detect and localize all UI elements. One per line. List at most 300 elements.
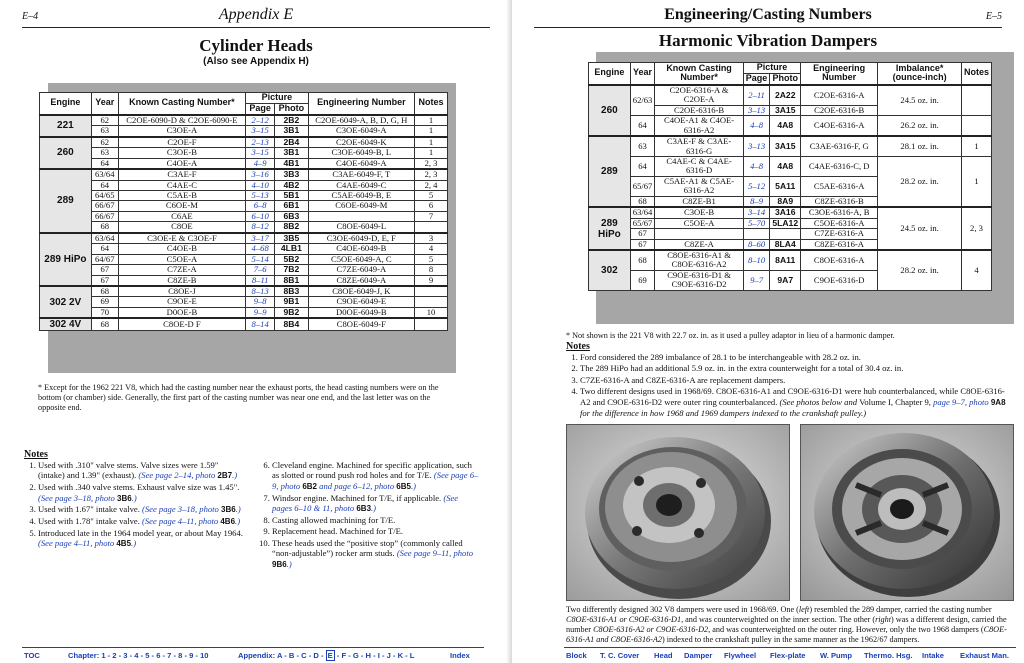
notes-cell	[415, 297, 448, 307]
engineering-cell: C3OE-6049-A	[308, 126, 414, 137]
right-page-number: E–5	[985, 11, 1002, 22]
engineering-cell: C5OE-6316-A	[801, 218, 878, 228]
table-row	[40, 275, 448, 286]
footer-link-tc-cover[interactable]: T. C. Cover	[600, 651, 640, 660]
caption-num2: C8OE-6316-A2 or C9OE-6316-D2	[593, 625, 709, 634]
year-cell: 68	[91, 318, 118, 331]
engineering-cell: C2OE-6049-A, B, D, G, H	[308, 115, 414, 126]
engineering-cell: C2OE-6316-B	[801, 105, 878, 115]
note-item	[272, 538, 480, 570]
casting-cell: C2OE-6090-D & C2OE-6090-E	[118, 115, 245, 126]
casting-cell: C5AE-A1 & C5AE-6316-A2	[655, 176, 743, 196]
notes-cell: 1	[961, 156, 991, 207]
engine-cell: 260	[40, 137, 92, 169]
note-page-link[interactable]: (See page 2–14, photo	[138, 470, 218, 481]
engineering-cell: C2OE-6049-K	[308, 137, 414, 148]
page-link[interactable]: 8–12	[246, 222, 275, 233]
notes-cell: 1	[415, 126, 448, 137]
notes-cell: 10	[415, 307, 448, 318]
year-cell: 68	[630, 196, 655, 207]
right-footnote: * Not shown is the 221 V8 with 22.7 oz. in. as it used a pulley adaptor in lieu of a harmonic damper.	[566, 331, 895, 340]
note4-vol: Volume I, Chapter 9,	[859, 396, 934, 407]
page-link[interactable]: 5–12	[743, 176, 770, 196]
photo-cell: 8B2	[275, 222, 308, 233]
engineering-cell: C8ZE-6316-A	[801, 239, 878, 250]
dcol-notes: Notes	[961, 63, 991, 85]
note-item	[272, 526, 480, 536]
photo-cell: 9B2	[275, 307, 308, 318]
footer-link-block[interactable]: Block	[566, 651, 587, 660]
footer-link-flexplate[interactable]: Flex-plate	[770, 651, 806, 660]
caption-p2: ) resembled the 289 damper, carried the casting number	[809, 605, 992, 614]
notes-cell: 9	[415, 275, 448, 286]
photo-cell: 8LA4	[770, 239, 801, 250]
page-link[interactable]: 7–6	[246, 265, 275, 275]
imbalance-cell: 28.2 oz. in.	[878, 250, 962, 290]
damper-left-image	[567, 425, 790, 601]
note-photo: 4B6	[220, 517, 236, 527]
year-cell: 65/67	[630, 218, 655, 228]
casting-cell	[655, 229, 743, 239]
page-link[interactable]: 5–14	[246, 254, 275, 264]
damper-row	[589, 136, 992, 156]
year-cell: 63/64	[630, 207, 655, 218]
table-row	[40, 254, 448, 264]
year-cell: 64	[630, 156, 655, 176]
notes-cell: 1	[415, 137, 448, 148]
photo-cell: 3A15	[770, 136, 801, 156]
notes-cell: 7	[415, 211, 448, 221]
year-cell: 68	[91, 286, 118, 297]
note-photo: 4B5	[116, 539, 132, 549]
toc-link[interactable]: TOC	[24, 651, 40, 660]
note-photo: 6B5	[396, 481, 411, 491]
casting-cell: C8ZE-B	[118, 275, 245, 286]
left-page-title: Cylinder Heads	[199, 36, 313, 55]
note-photo: 3B6	[117, 493, 132, 503]
note-item	[38, 482, 244, 503]
notes-cell: 4	[415, 244, 448, 254]
damper-row	[589, 85, 992, 105]
casting-cell: C4OE-B	[118, 244, 245, 254]
page-link[interactable]: 5–13	[246, 190, 275, 200]
notes-cell: 2, 4	[415, 180, 448, 190]
footer-link-water-pump[interactable]: W. Pump	[820, 651, 853, 660]
note-item	[38, 460, 244, 481]
col-engine: Engine	[40, 93, 92, 115]
photo-cell: 3B5	[275, 233, 308, 244]
notes-cell	[961, 116, 991, 136]
notes-cell: 2, 3	[415, 158, 448, 169]
engineering-cell: C7ZE-6316-A	[801, 229, 878, 239]
damper-row	[589, 156, 992, 176]
page-link[interactable]: 3–16	[246, 169, 275, 180]
left-page-number: E–4	[22, 11, 39, 22]
photo-cell: 4A8	[770, 156, 801, 176]
right-page-title: Harmonic Vibration Dampers	[658, 31, 878, 50]
note-end: .)	[235, 516, 241, 527]
left-notes-col1	[24, 460, 244, 550]
table-row	[40, 297, 448, 307]
note-page-link[interactable]: (See page 3–18, photo	[142, 504, 221, 515]
damper-table	[588, 62, 992, 291]
dcol-engine: Engine	[589, 63, 631, 85]
note-end: .)	[235, 504, 241, 515]
engineering-cell: C4OE-6049-A	[308, 158, 414, 169]
photo-cell: 3B1	[275, 126, 308, 137]
notes-cell: 5	[415, 254, 448, 264]
casting-cell: D0OE-B	[118, 307, 245, 318]
dcol-picture: Picture	[743, 63, 800, 74]
notes-cell: 1	[415, 148, 448, 158]
right-note-2: 2. The 289 HiPo had an additional 5.9 oz. in. in the extra counterweight for a total of 30.4 oz. in.	[580, 363, 1014, 373]
page-link[interactable]: 2–12	[246, 115, 275, 126]
page-link[interactable]: 4–8	[743, 116, 770, 136]
note-text: Casting allowed machining for T/E.	[272, 514, 396, 525]
casting-cell: C3AE-F & C3AE-6316-G	[655, 136, 743, 156]
casting-cell: C6AE	[118, 211, 245, 221]
note-page-link[interactable]: (See pages 6–10 & 11, photo	[272, 492, 459, 514]
photo-cell: 8B4	[275, 318, 308, 331]
photo-cell: 8B1	[275, 275, 308, 286]
year-cell: 70	[91, 307, 118, 318]
note4-ref: (See photos below and	[779, 396, 860, 407]
engineering-cell: C2OE-6316-A	[801, 85, 878, 105]
year-cell: 67	[630, 229, 655, 239]
engineering-cell: C3OE-6316-A, B	[801, 207, 878, 218]
page-link[interactable]: 8–11	[246, 275, 275, 286]
year-cell: 66/67	[91, 211, 118, 221]
page-link[interactable]: 8–10	[743, 250, 770, 270]
note4-text: Two different designs used in 1968/69. C8OE-6316-A1 and C9OE-6316-D1 were hub counterbalanced, while C8OE-6316-A2 and C9OE-6316-D2 were outer ring counterbalanced.	[580, 386, 1005, 407]
engineering-cell: C8OE-6049-L	[308, 222, 414, 233]
page-link[interactable]: 9–9	[246, 307, 275, 318]
photo-cell: 9A7	[770, 270, 801, 290]
engineering-cell: C9OE-6049-E	[308, 297, 414, 307]
right-notes-heading: Notes	[566, 341, 590, 352]
table-row	[40, 126, 448, 137]
notes-cell: 6	[415, 201, 448, 211]
right-page	[512, 0, 1024, 663]
year-cell: 63	[91, 126, 118, 137]
casting-cell: C5AE-B	[118, 190, 245, 200]
note-photo: 2B7	[217, 471, 233, 481]
photo-cell: 5A11	[770, 176, 801, 196]
cylinder-heads-table	[39, 92, 448, 331]
engineering-cell: C4OE-6316-A	[801, 116, 878, 136]
photo-cell: 2B2	[275, 115, 308, 126]
casting-cell: C9OE-E	[118, 297, 245, 307]
engineering-cell: C8ZE-6316-B	[801, 196, 878, 207]
right-header-title: Engineering/Casting Numbers	[664, 6, 872, 23]
appendix-links[interactable]	[238, 651, 414, 660]
casting-cell: C4AE-C & C4AE-6316-D	[655, 156, 743, 176]
damper-right-image	[801, 425, 1014, 601]
table-row	[40, 190, 448, 200]
engineering-cell: C4AE-6049-C	[308, 180, 414, 190]
page-link[interactable]: 4–9	[246, 158, 275, 169]
engineering-cell: C3OE-6049-B, L	[308, 148, 414, 158]
imbalance-cell: 26.2 oz. in.	[878, 116, 962, 136]
casting-cell: C4AE-C	[118, 180, 245, 190]
engine-cell: 289 HiPo	[40, 233, 92, 286]
casting-cell: C4OE-A1 & C4OE-6316-A2	[655, 116, 743, 136]
table-row	[40, 148, 448, 158]
photo-cell: 2A22	[770, 85, 801, 105]
table-row	[40, 211, 448, 221]
appendix-links-post[interactable]: - F - G - H - I - J - K - L	[336, 651, 415, 660]
caption-right: right	[875, 615, 892, 624]
engineering-cell: C8ZE-6049-A	[308, 275, 414, 286]
engineering-cell: C5AE-6049-B, E	[308, 190, 414, 200]
appendix-links-pre[interactable]: Appendix: A - B - C - D -	[238, 651, 324, 660]
note-text: Introduced late in the 1964 model year, or about May 1964.	[38, 527, 243, 538]
col-known-casting: Known Casting Number*	[118, 93, 245, 115]
table-row	[40, 180, 448, 190]
damper-row	[589, 250, 992, 270]
note-page-link[interactable]: and page 6–12, photo	[317, 480, 397, 491]
left-header-title: Appendix E	[218, 6, 294, 23]
note-item	[272, 493, 480, 514]
footer-link-head[interactable]: Head	[654, 651, 673, 660]
photo-cell: 2B4	[275, 137, 308, 148]
notes-cell	[961, 85, 991, 116]
engineering-cell: C5OE-6049-A, C	[308, 254, 414, 264]
note-end: .)	[286, 558, 292, 569]
imbalance-cell: 28.1 oz. in.	[878, 136, 962, 156]
note4-end: for the difference in how 1968 and 1969 dampers indexed to the crankshaft pulley.)	[580, 407, 867, 418]
note4-page-link[interactable]: page 9–7, photo	[933, 396, 991, 407]
index-link[interactable]: Index	[450, 651, 470, 660]
col-notes: Notes	[415, 93, 448, 115]
footer-link-intake[interactable]: Intake	[922, 651, 944, 660]
page-link[interactable]: 4–10	[246, 180, 275, 190]
caption-p5: , and was counterweighted on the outer ring. However, only the two 1968 dampers (	[708, 625, 984, 634]
damper-row	[589, 116, 992, 136]
photo-cell: 6B3	[275, 211, 308, 221]
dcol-page: Page	[743, 73, 770, 84]
page-link[interactable]: 4–68	[246, 244, 275, 254]
year-cell: 64	[91, 180, 118, 190]
engine-cell: 260	[589, 85, 631, 136]
casting-cell: C4OE-A	[118, 158, 245, 169]
page-link[interactable]: 8–9	[743, 196, 770, 207]
photo-cell: 3A15	[770, 105, 801, 115]
imbalance-cell: 24.5 oz. in.	[878, 85, 962, 116]
chapter-links[interactable]: Chapter: 1 - 2 - 3 - 4 - 5 - 6 - 7 - 8 - 9 - 10	[68, 651, 209, 660]
col-picture: Picture	[246, 93, 308, 104]
footer-link-exhaust-manifold[interactable]: Exhaust Man.	[960, 651, 1009, 660]
page-link[interactable]: 6–8	[246, 201, 275, 211]
table-row	[40, 286, 448, 297]
photo-cell: 5B1	[275, 190, 308, 200]
casting-cell: C3OE-E & C3OE-F	[118, 233, 245, 244]
dcol-imbalance: Imbalance* (ounce-inch)	[878, 63, 962, 85]
photo-cell: 3B3	[275, 169, 308, 180]
table-row	[40, 137, 448, 148]
engineering-cell: C4OE-6049-B	[308, 244, 414, 254]
table-row	[40, 244, 448, 254]
note-text: Used with 1.78" intake valve.	[38, 516, 142, 527]
right-note-1: 1. Ford considered the 289 imbalance of 28.1 to be interchangeable with 28.2 oz. in.	[580, 352, 1014, 362]
notes-cell: 1	[415, 115, 448, 126]
year-cell: 64	[91, 244, 118, 254]
engineering-cell: C3AE-6316-F, G	[801, 136, 878, 156]
engineering-cell: C3OE-6049-D, E, F	[308, 233, 414, 244]
notes-cell: 2, 3	[961, 207, 991, 250]
note-item	[272, 515, 480, 525]
photo-cell: 6B1	[275, 201, 308, 211]
engineering-cell: C8OE-6049-J, K	[308, 286, 414, 297]
year-cell: 67	[91, 265, 118, 275]
page-link[interactable]: 3–13	[743, 136, 770, 156]
photo-cell: 4LB1	[275, 244, 308, 254]
casting-cell: C9OE-6316-D1 & C9OE-6316-D2	[655, 270, 743, 290]
page-link[interactable]: 9–7	[743, 270, 770, 290]
page-link[interactable]	[743, 229, 770, 239]
engineering-cell	[308, 211, 414, 221]
caption-left: left	[798, 605, 810, 614]
footer-link-flywheel[interactable]: Flywheel	[724, 651, 757, 660]
year-cell: 64	[630, 116, 655, 136]
notes-cell: 5	[415, 190, 448, 200]
page-link[interactable]: 8–13	[246, 286, 275, 297]
photo-cell: 8A9	[770, 196, 801, 207]
note-end: .)	[371, 503, 377, 514]
note-end: .)	[131, 492, 137, 503]
notes-cell: 8	[415, 265, 448, 275]
casting-cell: C3OE-B	[118, 148, 245, 158]
page-link[interactable]: 2–11	[743, 85, 770, 105]
imbalance-cell: 24.5 oz. in.	[878, 207, 962, 250]
page-link[interactable]: 3–15	[246, 148, 275, 158]
engineering-cell: C5AE-6316-A	[801, 176, 878, 196]
photo-cell: 7B2	[275, 265, 308, 275]
left-footnote: * Except for the 1962 221 V8, which had the casting number near the exhaust ports, the head casting numbers were on the bottom (or chamber) side. Generally, the first part of the casting number was near one end, and the last letter was on the opposite end.	[38, 383, 439, 412]
year-cell: 68	[630, 250, 655, 270]
note-photo: 6B3	[356, 504, 372, 514]
left-notes-heading: Notes	[24, 449, 48, 460]
imbalance-cell: 28.2 oz. in.	[878, 156, 962, 207]
casting-cell: C8OE	[118, 222, 245, 233]
note-page-link[interactable]: (See page 6–9, photo	[272, 470, 479, 491]
engineering-cell: C8OE-6049-F	[308, 318, 414, 331]
note-page-link[interactable]: (See page 4–11, photo	[142, 516, 221, 527]
notes-cell	[415, 318, 448, 331]
casting-cell: C5OE-A	[118, 254, 245, 264]
caption-p6: ) indexed to the crankshaft pulley in the same manner as the 1962/67 dampers.	[661, 635, 920, 644]
right-note-3: 3. C7ZE-6316-A and C8ZE-6316-A are replacement dampers.	[580, 375, 1014, 385]
col-year: Year	[91, 93, 118, 115]
engine-cell: 289	[589, 136, 631, 207]
col-page: Page	[246, 103, 275, 114]
note-end: .)	[131, 538, 137, 549]
page-link[interactable]: 8–60	[743, 239, 770, 250]
note-photo: 6B2	[302, 481, 318, 491]
note-page-link[interactable]: (See page 4–11, photo	[38, 538, 117, 549]
year-cell: 63	[630, 136, 655, 156]
caption-p3: , and was counterweighted on the inner section. The other (	[681, 615, 876, 624]
year-cell: 64	[91, 158, 118, 169]
year-cell: 62	[91, 115, 118, 126]
page-link[interactable]: 3–17	[246, 233, 275, 244]
notes-cell	[415, 222, 448, 233]
page-link[interactable]: 9–8	[246, 297, 275, 307]
year-cell: 63	[91, 148, 118, 158]
note-end: .)	[232, 470, 238, 481]
table-row	[40, 318, 448, 331]
page-link[interactable]: 5–70	[743, 218, 770, 228]
right-note-4	[580, 386, 1014, 418]
note-text: Windsor engine. Machined for T/E, if applicable.	[272, 492, 444, 503]
page-link[interactable]: 3–13	[743, 105, 770, 115]
engine-cell: 289 HiPo	[589, 207, 631, 250]
page-link[interactable]: 3–14	[743, 207, 770, 218]
casting-cell: C8ZE-B1	[655, 196, 743, 207]
engine-cell: 302 4V	[40, 318, 92, 331]
notes-cell	[415, 286, 448, 297]
casting-cell: C2OE-F	[118, 137, 245, 148]
damper-photo-left	[566, 424, 790, 601]
casting-cell: C7ZE-A	[118, 265, 245, 275]
year-cell: 63/64	[91, 233, 118, 244]
note-page-link[interactable]: (See page 3–18, photo	[38, 492, 117, 503]
table-row	[40, 201, 448, 211]
col-photo: Photo	[275, 103, 308, 114]
engineering-cell: C6OE-6049-M	[308, 201, 414, 211]
page-link[interactable]: 2–13	[246, 137, 275, 148]
engine-cell: 302	[589, 250, 631, 290]
engine-cell: 221	[40, 115, 92, 137]
note-text: Cleveland engine. Machined for specific application, such as slotted or round push rod holes and for T/E.	[272, 460, 472, 481]
engineering-cell: C9OE-6316-D	[801, 270, 878, 290]
page-link[interactable]: 8–14	[246, 318, 275, 331]
table-row	[40, 169, 448, 180]
photo-cell: 8A11	[770, 250, 801, 270]
note-item	[38, 528, 244, 549]
appendix-current[interactable]: E	[327, 651, 333, 660]
photo-cell: 9B1	[275, 297, 308, 307]
footer-link-thermo-housing[interactable]: Thermo. Hsg.	[864, 651, 913, 660]
left-notes-col2	[258, 460, 480, 571]
page-link[interactable]: 6–10	[246, 211, 275, 221]
dcol-year: Year	[630, 63, 655, 85]
note-item	[38, 504, 244, 515]
note-item	[38, 516, 244, 527]
note-page-link[interactable]: (See page 9–11, photo	[396, 548, 474, 559]
photo-cell: 5B2	[275, 254, 308, 264]
right-footer-nav	[564, 647, 1016, 660]
casting-cell: C5OE-A	[655, 218, 743, 228]
note-end: .)	[410, 480, 416, 491]
year-cell: 64/65	[91, 190, 118, 200]
year-cell: 69	[630, 270, 655, 290]
engineering-cell: C8OE-6316-A	[801, 250, 878, 270]
dcol-engineering: Engineering Number	[801, 63, 878, 85]
page-link[interactable]: 3–15	[246, 126, 275, 137]
engine-cell: 302 2V	[40, 286, 92, 318]
notes-cell: 3	[415, 233, 448, 244]
note-text: Used with 1.67" intake valve.	[38, 504, 142, 515]
footer-link-damper[interactable]: Damper	[684, 651, 713, 660]
dcol-known-casting: Known Casting Number*	[655, 63, 743, 85]
year-cell: 69	[91, 297, 118, 307]
caption-p1: Two differently designed 302 V8 dampers were used in 1968/69. One (	[566, 605, 799, 614]
page-link[interactable]: 4–8	[743, 156, 770, 176]
photo-cell: 5LA12	[770, 218, 801, 228]
photo-cell: 4B1	[275, 158, 308, 169]
photo-caption	[566, 605, 1014, 645]
